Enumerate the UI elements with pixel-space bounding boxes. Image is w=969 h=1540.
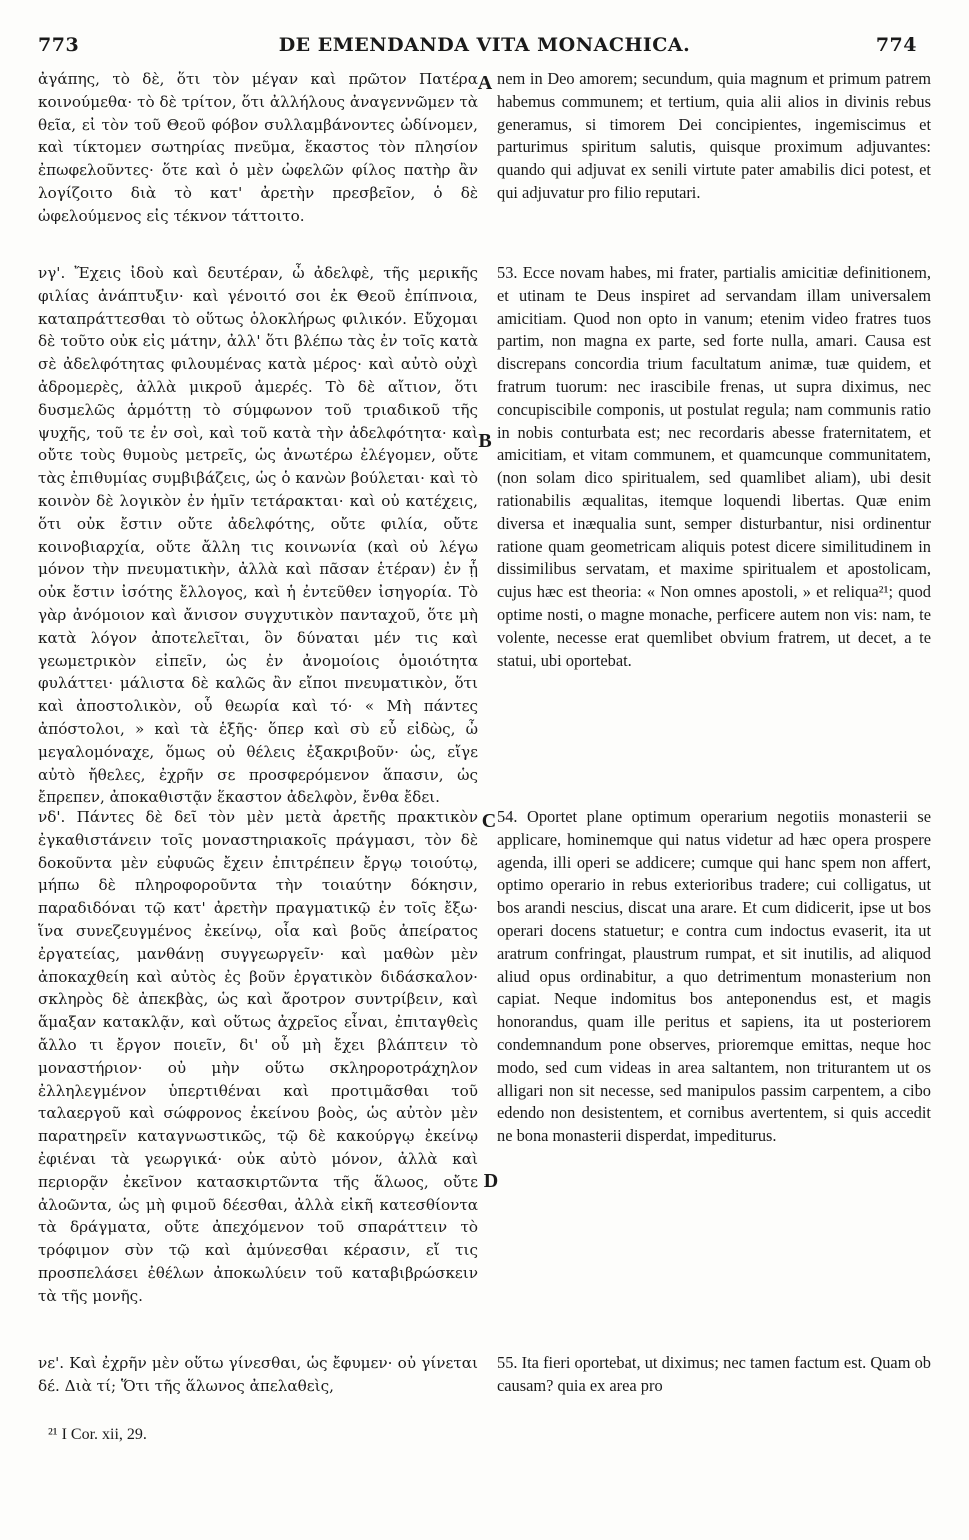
latin-text: 53. Ecce novam habes, mi frater, partialis amicitiæ definitionem, et utinam te Deus inspiret ad servandam illam universalem amicitiam. Quod non opto in vanum; etenim video fratres tuos partim, non magna ex parte, sed forte nulla, amari. Causa est discrepans concordia trium facultatum animæ, tuæ quidem, et fratrum tuorum: nec irascibile frenas, ut supra diximus, nec concupiscibile componis, ut postulat regula; nam communis ratio in nobis conturbata est; nec recordaris abesse fraternitatem, et amicitiam, et vitam communem, et quamcunque communitatem, (non solam dico spiritualem, sed quamlibet aliam), ubi desit rationabilis æqualitas, itemque loquendi libertas. Quæ enim diversa et inæqualia sunt, semper disturbantur, nisi ordinentur ratione quam geometricam aliquis potest dicere similitudinem in dissimilibus servatam, et maxime spiritualem et apostolicam, cujus hæc est theoria: « Non omnes apostoli, » et reliqua²¹; quod optime nosti, o magne monache, perficere autem non vis: nam, te volente, necesse erat quemlibet obvium fratrem, ut decet, a te statui, ubi oportebat. bbox=[497, 263, 931, 670]
greek-paragraph-55 bbox=[38, 1352, 478, 1398]
greek-paragraph-54 bbox=[38, 806, 478, 1308]
greek-text: ἀγάπης, τὸ δὲ, ὅτι τὸν μέγαν καὶ πρῶτον Πατέρα κοινούμεθα· τὸ δὲ τρίτον, ὅτι ἀλλήλους ἀναγεννῶμεν τὰ θεῖα, εἰ τὸν τοῦ Θεοῦ φόβον συλλαμβάνοντες ὠδίνομεν, καὶ τίκτομεν σωτηρίας πνεῦμα, ἕκαστος τὸν πλησίον ἐπωφελοῦντες· ὅτε καὶ ὁ μὲν ὠφελῶν φίλος πατὴρ ἂν λογίζοιτο διὰ τὸ κατ' ἀρετὴν πρεσβεῖον, ὁ δὲ ὠφελούμενος εἰς τέκνον τάττοιτο. bbox=[38, 70, 478, 225]
section-marker-b: B bbox=[478, 430, 492, 452]
greek-text: νε'. Καὶ ἐχρῆν μὲν οὕτω γίνεσθαι, ὡς ἔφυμεν· οὐ γίνεται δέ. Διὰ τί; Ὅτι τῆς ἅλωνος ἀπελαθεὶς, bbox=[38, 1354, 478, 1395]
latin-text: 55. Ita fieri oportebat, ut diximus; nec tamen factum est. Quam ob causam? quia ex area pro bbox=[497, 1353, 931, 1395]
section-marker-a: A bbox=[477, 72, 493, 94]
greek-text: νδ'. Πάντες δὲ δεῖ τὸν μὲν μετὰ ἀρετῆς πρακτικὸν ἐγκαθιστάνειν τοῖς μοναστηριακοῖς πράγμασι, τὸν δὲ δοκοῦντα μὲν εὐφυῶς ἔχειν ἐπιτρέπειν ἔργῳ τοιούτῳ, μήπω δὲ πληροφοροῦντα τὴν τοιαύτην δόκησιν, παραδιδόναι τῷ κατ' ἀρετὴν πραγματικῷ ἐν τοῖς ἔξω· ἵνα συνεζευγμένος ἐκείνῳ, οἷα καὶ βοῦς ἀπείρατος ἐργατείας, μανθάνῃ συγγεωργεῖν· καὶ μαθὼν μὲν ἀποκαχθείη καὶ αὐτὸς ἐς βοῦν ἐργατικὸν διδάσκαλον· σκληρὸς δὲ ἀπεκβὰς, ὡς καὶ ἄροτρον συντρίβειν, καὶ ἅμαξαν κατακλᾷν, καὶ οὕτως ἀχρεῖος εἶναι, ἐπιταγθεὶς ἄλλο τι ἔργον ποιεῖν, δι' οὗ μὴ ἔχει βλάπτειν τὸ μοναστήριον· οὐ μὴν οὕτω σκληροροτράχηλον ἐλληλεγμένον ὑπερτιθέναι καὶ προτιμᾶσθαι τοῦ ταλαεργοῦ καὶ σώφρονος ἐκείνου βοὸς, ὡς αὐτὸν μὲν παρατηρεῖν καταγνωστικῶς, τῷ δὲ κακούργῳ ἐκείνῳ ἐφιέναι τὰ γεωργικά· οὐκ αὐτὸ μόνον, ἀλλὰ καὶ περιορᾷν ἐκεῖνον κατασκιρτῶντα τῆς ἅλωος, οὔτε ἀλοῶντα, ὡς μὴ φιμοῦ δέεσθαι, ἀλλὰ εἰκῆ κατεσθίοντα τὰ δράγματα, οὔτε ἀπεχόμενον τοῦ σπαράττειν τὸ τρόφιμον σὺν τῷ καὶ ἀμύνεσθαι κέρασιν, εἴ τις προσπελάσει ἐθέλων ἀποκωλύειν τοῦ καταβιβρώσκειν τὰ τῆς μονῆς. bbox=[38, 808, 478, 1305]
greek-text: νγ'. Ἔχεις ἰδοὺ καὶ δευτέραν, ὦ ἀδελφὲ, τῆς μερικῆς φιλίας ἀνάπτυξιν· καὶ γένοιτό σοι ἐκ Θεοῦ ἐπίπνοια, καταπράττεσθαι τὸ οὕτως ὁλοκλήρως φιλικόν. Εὔχομαι δὲ τοῦτο οὐκ εἰς μάτην, ἀλλ' ὅτι βλέπω τὰς ἐν τοῖς κατὰ σὲ ἀδελφότητας φιλουμένας κατὰ μέρος· καὶ αὐτὸ οὐχὶ ἀδρομερὲς, ἀλλὰ μικροῦ ἀμερές. Τὸ δὲ αἴτιον, ὅτι δυσμελῶς ἁρμόττῃ τὸ σύμφωνον τοῦ τριαδικοῦ τῆς ψυχῆς, τοῦ τε ἐν σοὶ, καὶ τοῦ κατὰ τὴν ἀδελφότητα· καὶ οὔτε τοὺς θυμοὺς μετρεῖς, ὡς ἀνωτέρω ἐλέγομεν, οὔτε τὰς ἐπιθυμίας συμβιβάζεις, ὡς ὁ κανὼν βούλεται· καὶ τὸ κοινὸν δὲ λογικὸν ἐν ἡμῖν τετάρακται· καὶ οὐ κατέχεις, ὅτι οὐκ ἔστιν οὔτε ἀδελφότης, οὔτε φιλία, οὔτε κοινοβιαρχία, οὔτε ἄλλη τις κοινωνία (καὶ οὐ λέγω μόνον τὴν πνευματικὴν, ἀλλὰ καὶ πᾶσαν ἑτέραν) ἐν ᾗ οὐκ ἔστιν ἰσότης ἔλλογος, καὶ ἡ ἐντεῦθεν ἰσηγορία. Τὸ γὰρ ἀνόμοιον καὶ ἄνισον συγχυτικὸν πανταχοῦ, ὅτε μὴ κατὰ λόγον ἀποτελεῖται, ὃν δύναται μέν τις καὶ γεωμετρικὸν εἰπεῖν, ὡς ἐν ἀνομοίοις ὁμοιότητα φυλάττει· μάλιστα δὲ καλῶς ἂν εἴποι πνευματικὸν, ὅτι καὶ ἀποστολικὸν, οὗ θεωρία καὶ τό· « Μὴ πάντες ἀπόστολοι, » καὶ τὰ ἑξῆς· ὅπερ καὶ σὺ εὖ εἰδὼς, ὦ μεγαλομόναχε, ὅμως οὐ θέλεις ἐξακριβοῦν· ὡς, εἴγε αὐτὸ ἤθελες, ἐχρῆν σε προσφερόμενον ἅπασιν, ὡς ἔπρεπεν, ἀποκαθιστᾷν ἕκαστον ἀδελφὸν, ἔνθα ἔδει. bbox=[38, 264, 478, 807]
latin-paragraph-1 bbox=[497, 68, 931, 205]
right-page-number: 774 bbox=[875, 34, 917, 56]
latin-text: nem in Deo amorem; secundum, quia magnum et primum patrem habemus communem; et tertium, quia alii alios in divinis rebus generamus, si timorem Dei concipientes, ingemiscimus et parturimus spiritum salutis, quisque proximum adjuvantes: quando qui adjuvat ex senili virtute pater amabilis dici potest, et qui adjuvatur pro filio reputari. bbox=[497, 69, 931, 202]
greek-paragraph-1 bbox=[38, 68, 478, 228]
latin-paragraph-53 bbox=[497, 262, 931, 672]
footnote: ²¹ I Cor. xii, 29. bbox=[48, 1426, 147, 1443]
latin-paragraph-54 bbox=[497, 806, 931, 1148]
greek-paragraph-53 bbox=[38, 262, 478, 809]
latin-text: 54. Oportet plane optimum operarium negotiis monasterii se applicare, hominemque qui natus videtur ad hæc opera prospere agenda, illi operi se addicere; cumque qui hanc spem non affert, optimo operario in rebus exterioribus tradere; cui colligatus, ut bos arandi nescius, discat una arare. Et cum didicerit, ipse ut bos operari docens statuetur; e contra cum indoctus evaserit, ita ut aratrum confringat, plaustrum rumpat, et sit inutilis, ad aliquod aliud opus ordinabitur, a quo detrimentum monasterium non capiat. Neque indomitus bos anteponendus est, et magis honorandus, quam ille peritus et sapiens, ita ut posteriorem condemnandum pone observes, prioremque emittas, neque hoc modo, sed cum videas in area saltantem, non triturantem ut os alligari non sit necesse, sed manipulos passim carpentem, a cibo edendo non desistentem, et cornibus avertentem, si quis accedit ne bona monasterii disperdat, impediturus. bbox=[497, 807, 931, 1146]
left-page-number: 773 bbox=[38, 34, 80, 56]
running-title: DE EMENDANDA VITA MONACHICA. bbox=[278, 34, 691, 56]
section-marker-c: C bbox=[481, 810, 497, 832]
section-marker-d: D bbox=[483, 1170, 499, 1192]
latin-paragraph-55 bbox=[497, 1352, 931, 1398]
